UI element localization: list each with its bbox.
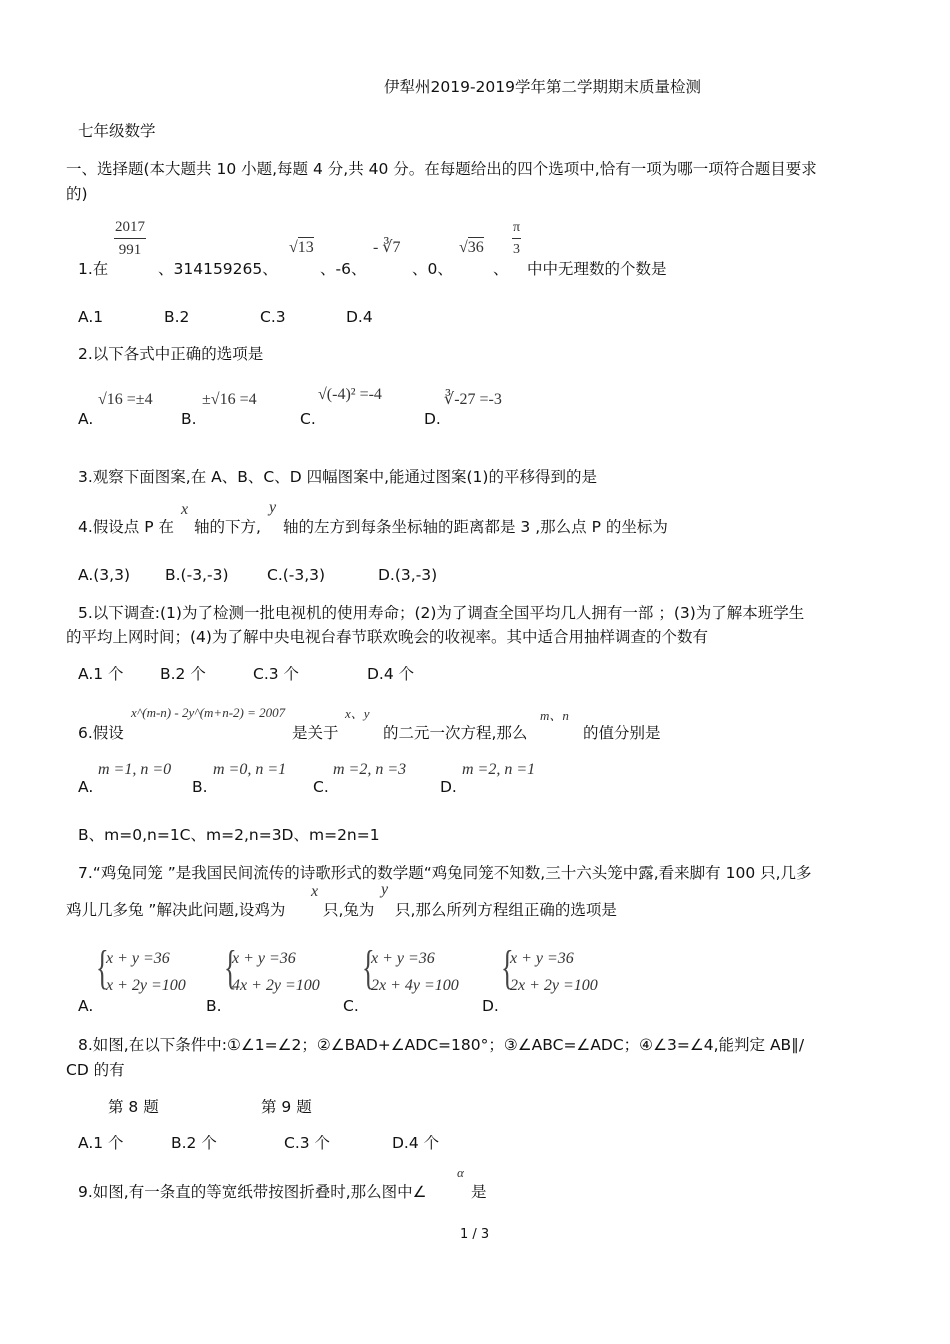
q7-label-c: C. [343, 997, 359, 1015]
q1-fraction-numerator: 2017 [114, 220, 146, 239]
q7-label-a: A. [78, 997, 94, 1015]
q8-option-c: C.3 个 [284, 1134, 331, 1152]
q7-label-d: D. [482, 997, 499, 1015]
q4-option-a: A.(3,3) [78, 566, 131, 584]
q7-system-a-eq2: x + 2y =100 [106, 977, 186, 994]
q4-option-c: C.(-3,3) [267, 566, 326, 584]
page-title: 伊犁州2019-2019学年第二学期期末质量检测 [384, 78, 701, 96]
q2-stem: 2.以下各式中正确的选项是 [78, 345, 264, 363]
q7-system-a-brace: { [96, 941, 109, 994]
q4-var-x: x [181, 501, 189, 518]
q6-label-b: B. [192, 778, 208, 796]
q1-fraction-denominator: 991 [118, 242, 142, 258]
q7-line-2b: 只,兔为 [323, 901, 375, 919]
figure-8-caption: 第 8 题 [108, 1098, 159, 1116]
q4-text-1: 4.假设点 P 在 [78, 518, 174, 536]
q6-text-1: 是关于 [292, 724, 339, 742]
q1-option-b: B.2 [164, 308, 190, 326]
section-heading: 一、选择题(本大题共 10 小题,每题 4 分,共 40 分。在每题给出的四个选项中,恰有一项为哪一项符合题目要求 [66, 160, 817, 178]
q6-expr-a: m =1, n =0 [98, 761, 172, 778]
q7-system-d-eq1: x + y =36 [510, 950, 574, 967]
q6-suffix: 的值分别是 [583, 724, 661, 742]
q6-label-a: A. [78, 778, 94, 796]
q4-text-3: 轴的左方到每条坐标轴的距离都是 3 ,那么点 P 的坐标为 [283, 518, 668, 536]
q7-var-x: x [311, 883, 319, 900]
q2-expr-c: √(-4)² =-4 [318, 386, 382, 403]
q2-label-a: A. [78, 410, 94, 428]
q8-line-2: CD 的有 [66, 1061, 125, 1079]
q1-option-a: A.1 [78, 308, 104, 326]
q1-fraction [114, 220, 146, 258]
q8-line-1: 8.如图,在以下条件中:①∠1=∠2；②∠BAD+∠ADC=180°；③∠ABC=∠ADC；④∠3=∠4,能判定 AB∥/ [78, 1036, 805, 1054]
q7-system-c-eq1: x + y =36 [371, 950, 435, 967]
q1-text-4: 、 [493, 260, 509, 278]
q7-line-2c: 只,那么所列方程组正确的选项是 [395, 901, 617, 919]
q7-system-b-eq1: x + y =36 [232, 950, 296, 967]
q1-pi-numerator: π [512, 221, 521, 239]
q5-option-a: A.1 个 [78, 665, 124, 683]
q2-expr-d: ∛-27 =-3 [444, 391, 502, 408]
q5-option-c: C.3 个 [253, 665, 300, 683]
q3-stem: 3.观察下面图案,在 A、B、C、D 四幅图案中,能通过图案(1)的平移得到的是 [78, 468, 597, 486]
q6-expr-d: m =2, n =1 [462, 761, 536, 778]
q1-sqrt13: √13 [289, 239, 314, 256]
q1-pi-denominator: 3 [513, 242, 521, 257]
q9-alpha: α [457, 1165, 464, 1180]
q6-expr-c: m =2, n =3 [333, 761, 407, 778]
q5-line-1: 5.以下调查:(1)为了检测一批电视机的使用寿命；(2)为了调查全国平均几人拥有一部 ；(3)为了解本班学生 [78, 604, 805, 622]
q6-label-c: C. [313, 778, 329, 796]
q7-system-c-brace: { [362, 941, 375, 994]
q1-prefix: 1.在 [78, 260, 109, 278]
q1-text-1: 、314159265、 [158, 260, 278, 278]
q4-option-d: D.(3,-3) [378, 566, 438, 584]
q5-option-b: B.2 个 [160, 665, 206, 683]
q7-system-d-eq2: 2x + 2y =100 [510, 977, 598, 994]
q4-text-2: 轴的下方, [194, 518, 261, 536]
q1-pi-fraction [512, 221, 521, 257]
q1-text-2: 、-6、 [320, 260, 367, 278]
q2-expr-b: ±√16 =4 [202, 391, 257, 408]
q4-var-y: y [269, 499, 277, 516]
q2-expr-a: √16 =±4 [98, 391, 153, 408]
q8-option-b: B.2 个 [171, 1134, 217, 1152]
q2-label-b: B. [181, 410, 197, 428]
q2-label-d: D. [424, 410, 441, 428]
q6-equation: x^(m-n) - 2y^(m+n-2) = 2007 [131, 705, 286, 720]
q6-prefix: 6.假设 [78, 724, 124, 742]
q5-line-2: 的平均上网时间；(4)为了解中央电视台春节联欢晚会的收视率。其中适合用抽样调查的个数有 [66, 628, 708, 646]
q7-system-b-eq2: 4x + 2y =100 [232, 977, 320, 994]
figure-9-caption: 第 9 题 [261, 1098, 312, 1116]
q7-line-1: 7.“鸡兔同笼 ”是我国民间流传的诗歌形式的数学题“鸡兔同笼不知数,三十六头笼中露,看来脚有 100 只,几多 [78, 864, 812, 882]
q1-sqrt36: √36 [459, 239, 484, 256]
q6-text-2: 的二元一次方程,那么 [383, 724, 528, 742]
q1-sqrt13-radicand: 13 [297, 239, 314, 256]
q7-line-2a: 鸡儿几多兔 ”解决此问题,设鸡为 [66, 901, 286, 919]
subject-label: 七年级数学 [78, 122, 156, 140]
page-number: 1 / 3 [460, 1227, 490, 1242]
q7-var-y: y [381, 881, 389, 898]
q7-system-c-eq2: 2x + 4y =100 [371, 977, 459, 994]
q6-vars: x、y [345, 706, 370, 721]
q4-option-b: B.(-3,-3) [165, 566, 229, 584]
q8-option-d: D.4 个 [392, 1134, 440, 1152]
q6-label-d: D. [440, 778, 457, 796]
q9-stem: 9.如图,有一条直的等宽纸带按图折叠时,那么图中∠ [78, 1183, 427, 1201]
q7-system-b-brace: { [224, 941, 237, 994]
q6-expr-b: m =0, n =1 [213, 761, 287, 778]
q7-system-a-eq1: x + y =36 [106, 950, 170, 967]
q7-label-b: B. [206, 997, 222, 1015]
q9-suffix: 是 [471, 1183, 487, 1201]
q1-cbrt7: - ∛7 [373, 239, 401, 256]
q2-label-c: C. [300, 410, 316, 428]
q6-mn: m、n [540, 708, 569, 723]
q1-option-c: C.3 [260, 308, 286, 326]
q1-option-d: D.4 [346, 308, 373, 326]
q7-system-d-brace: { [501, 941, 514, 994]
q6-extra-line: B、m=0,n=1C、m=2,n=3D、m=2n=1 [78, 826, 380, 844]
q5-option-d: D.4 个 [367, 665, 415, 683]
q1-text-3: 、0、 [412, 260, 453, 278]
section-heading-cont: 的) [66, 185, 88, 203]
q8-option-a: A.1 个 [78, 1134, 124, 1152]
q1-sqrt36-radicand: 36 [467, 239, 484, 256]
q1-suffix: 中中无理数的个数是 [527, 260, 667, 278]
